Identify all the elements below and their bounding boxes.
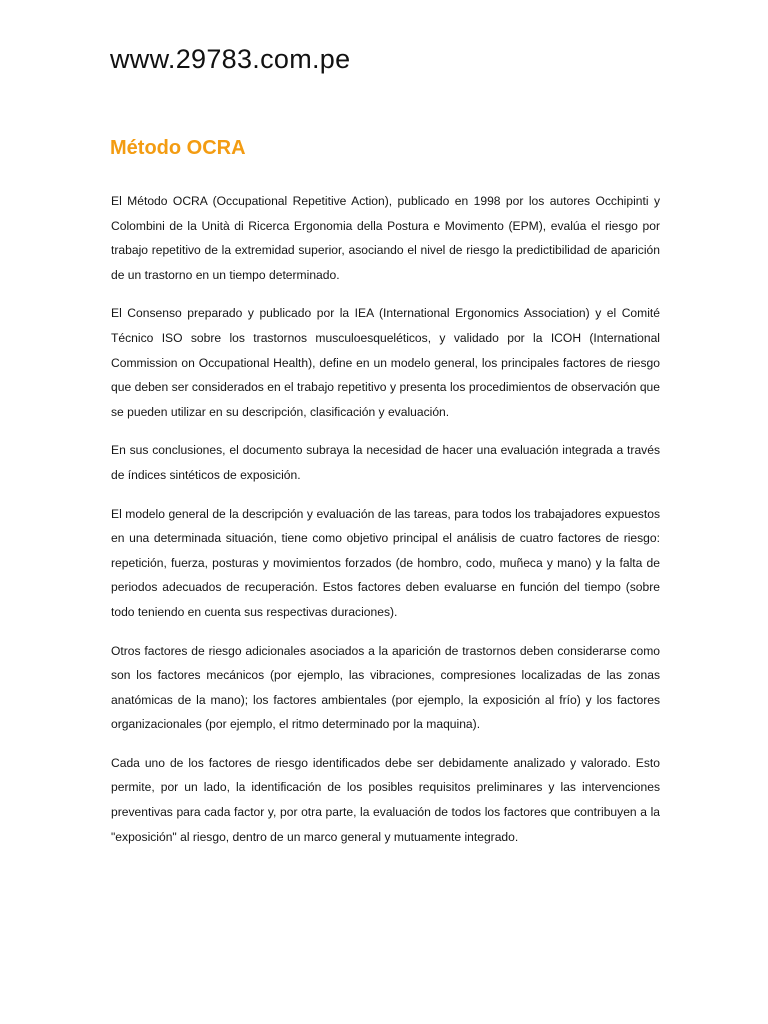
paragraph-3: En sus conclusiones, el documento subraya la necesidad de hacer una evaluación integrada a través de índices sintéticos de exposición. [111,443,660,482]
document-title: Método OCRA [110,137,246,159]
site-url: www.29783.com.pe [110,44,351,74]
paragraph-2: El Consenso preparado y publicado por la IEA (International Ergonomics Association) y el Comité Técnico ISO sobre los trastornos musculoesqueléticos, y validado por la ICOH (International Commission on Occupational Health), define en un modelo general, los principales factores de riesgo que deben ser considerados en el trabajo repetitivo y presenta los procedimientos de observación que se pueden utilizar en su descripción, clasificación y evaluación. [111,306,660,419]
document-body [111,189,660,863]
paragraph-6: Cada uno de los factores de riesgo identificados debe ser debidamente analizado y valorado. Esto permite, por un lado, la identificación de los posibles requisitos preliminares y las intervenciones preventivas para cada factor y, por otra parte, la evaluación de todos los factores que contribuyen a la "exposición" al riesgo, dentro de un marco general y mutuamente integrado. [111,755,660,844]
paragraph-1: El Método OCRA (Occupational Repetitive Action), publicado en 1998 por los autores Occhipinti y Colombini de la Unità di Ricerca Ergonomia della Postura e Movimento (EPM), evalúa el riesgo por trabajo repetitivo de la extremidad superior, asociando el nivel de riesgo la predictibilidad de aparición de un trastorno en un tiempo determinado. [111,194,660,282]
paragraph-5: Otros factores de riesgo adicionales asociados a la aparición de trastornos deben considerarse como son los factores mecánicos (por ejemplo, las vibraciones, compresiones localizadas de las zonas anatómicas de la mano); los factores ambientales (por ejemplo, la exposición al frío) y los factores organizacionales (por ejemplo, el ritmo determinado por la maquina). [111,643,660,732]
paragraph-4: El modelo general de la descripción y evaluación de las tareas, para todos los trabajadores expuestos en una determinada situación, tiene como objetivo principal el análisis de cuatro factores de riesgo: repetición, fuerza, posturas y movimientos forzados (de hombro, codo, muñeca y mano) y la falta de periodos adecuados de recuperación. Estos factores deben evaluarse en función del tiempo (sobre todo teniendo en cuenta sus respectivas duraciones). [111,506,660,619]
